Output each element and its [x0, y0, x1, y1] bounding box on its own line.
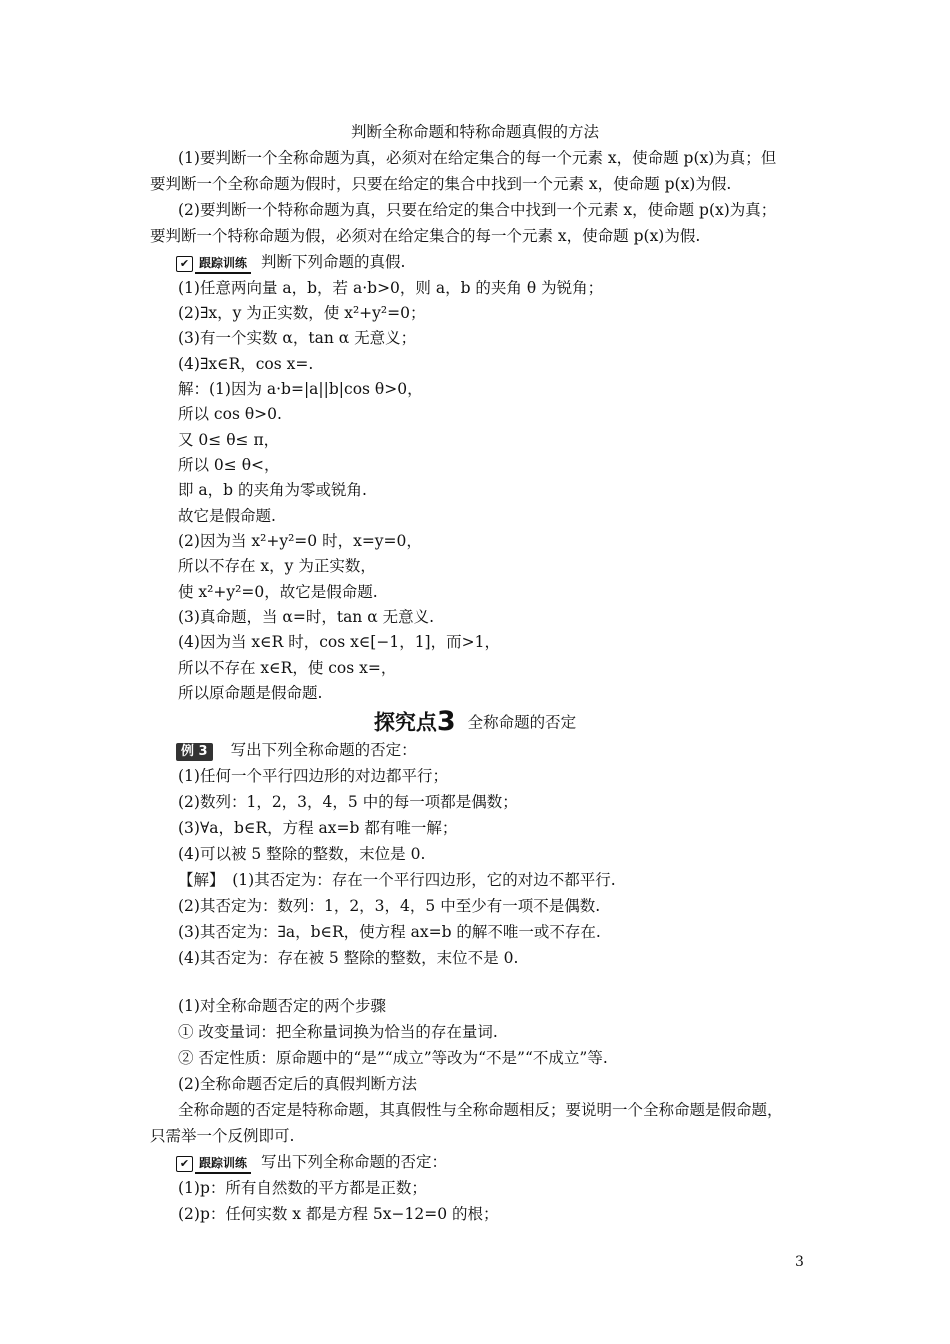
summary-line: 全称命题的否定是特称命题，其真假性与全称命题相反；要说明一个全称命题是假命题， [178, 1101, 783, 1119]
solution-line: 【解】 (1)其否定为：存在一个平行四边形，它的对边不都平行. [178, 871, 616, 889]
summary-line: ① 改变量词：把全称量词换为恰当的存在量词. [178, 1023, 498, 1041]
method-line-1: (1)要判断一个全称命题为真，必须对在给定集合的每一个元素 x，使命题 p(x)为真；但 [178, 149, 777, 167]
training-2-header [176, 1152, 447, 1172]
t1-line: 所以 0≤ θ<， [178, 456, 280, 474]
section-number: 3 [436, 706, 456, 737]
check-icon: ✔ [176, 256, 193, 272]
solution-line: (4)其否定为：存在被 5 整除的整数，末位不是 0. [178, 949, 519, 967]
example-header [176, 740, 417, 761]
t1-line: 所以 cos θ>0. [178, 405, 282, 423]
example-line: (2)数列：1，2，3，4，5 中的每一项都是偶数； [178, 793, 518, 811]
training-1-prompt: 判断下列命题的真假. [261, 253, 406, 271]
method-line-3: (2)要判断一个特称命题为真，只要在给定的集合中找到一个元素 x，使命题 p(x)为真； [178, 201, 777, 219]
summary-line: 只需举一个反例即可. [150, 1127, 295, 1145]
example-line: (3)∀a，b∈R，方程 ax=b 都有唯一解； [178, 819, 458, 837]
t2-line: (2)p：任何实数 x 都是方程 5x−12=0 的根； [178, 1205, 499, 1223]
t1-line: 解：(1)因为 a·b=|a||b|cos θ>0， [178, 380, 423, 398]
example-prompt: 写出下列全称命题的否定： [230, 741, 417, 759]
t1-line: 又 0≤ θ≤ π， [178, 431, 280, 449]
summary-line: (2)全称命题否定后的真假判断方法 [178, 1075, 417, 1093]
t1-line: 即 a，b 的夹角为零或锐角. [178, 481, 367, 499]
t1-line: 所以不存在 x∈R，使 cos x=， [178, 659, 397, 677]
page-number: 3 [795, 1254, 804, 1270]
section-heading [0, 706, 950, 738]
t1-line: (1)任意两向量 a，b，若 a·b>0，则 a，b 的夹角 θ 为锐角； [178, 279, 604, 297]
t1-line: 所以原命题是假命题. [178, 684, 323, 702]
t1-line: (3)真命题，当 α=时，tan α 无意义. [178, 608, 435, 626]
training-2-prompt: 写出下列全称命题的否定： [261, 1153, 448, 1171]
section-subtitle: 全称命题的否定 [467, 713, 577, 732]
example-line: (1)任何一个平行四边形的对边都平行； [178, 767, 448, 785]
training-badge [176, 255, 251, 272]
solution-line: (2)其否定为：数列：1，2，3，4，5 中至少有一项不是偶数. [178, 897, 601, 915]
method-title: 判断全称命题和特称命题真假的方法 [350, 123, 599, 141]
training-badge-label: 跟踪训练 [195, 255, 251, 274]
t1-line: (4)因为当 x∈R 时，cos x∈[−1，1]，而>1， [178, 633, 500, 651]
t1-line: (4)∃x∈R，cos x=. [178, 355, 314, 373]
t1-line: 故它是假命题. [178, 507, 276, 525]
t1-line: (2)因为当 x²+y²=0 时，x=y=0， [178, 532, 422, 550]
t1-line: 使 x²+y²=0，故它是假命题. [178, 583, 378, 601]
summary-line: (1)对全称命题否定的两个步骤 [178, 997, 386, 1015]
t2-line: (1)p：所有自然数的平方都是正数； [178, 1179, 427, 1197]
t1-line: (3)有一个实数 α，tan α 无意义； [178, 329, 417, 347]
example-tag: 例 3 [176, 743, 213, 761]
example-line: (4)可以被 5 整除的整数，末位是 0. [178, 845, 426, 863]
training-badge [176, 1155, 251, 1172]
section-prefix: 探究点 [373, 710, 437, 735]
t1-line: (2)∃x，y 为正实数，使 x²+y²=0； [178, 304, 426, 322]
method-line-4: 要判断一个特称命题为假，必须对在给定集合的每一个元素 x，使命题 p(x)为假. [150, 227, 701, 245]
training-badge-label: 跟踪训练 [195, 1155, 251, 1174]
training-1-header [176, 252, 405, 272]
t1-line: 所以不存在 x，y 为正实数， [178, 557, 376, 575]
method-line-2: 要判断一个全称命题为假时，只要在给定的集合中找到一个元素 x，使命题 p(x)为假. [150, 175, 732, 193]
check-icon: ✔ [176, 1156, 193, 1172]
summary-line: ② 否定性质：原命题中的“是”“成立”等改为“不是”“不成立”等. [178, 1049, 608, 1067]
solution-line: (3)其否定为：∃a，b∈R，使方程 ax=b 的解不唯一或不存在. [178, 923, 601, 941]
